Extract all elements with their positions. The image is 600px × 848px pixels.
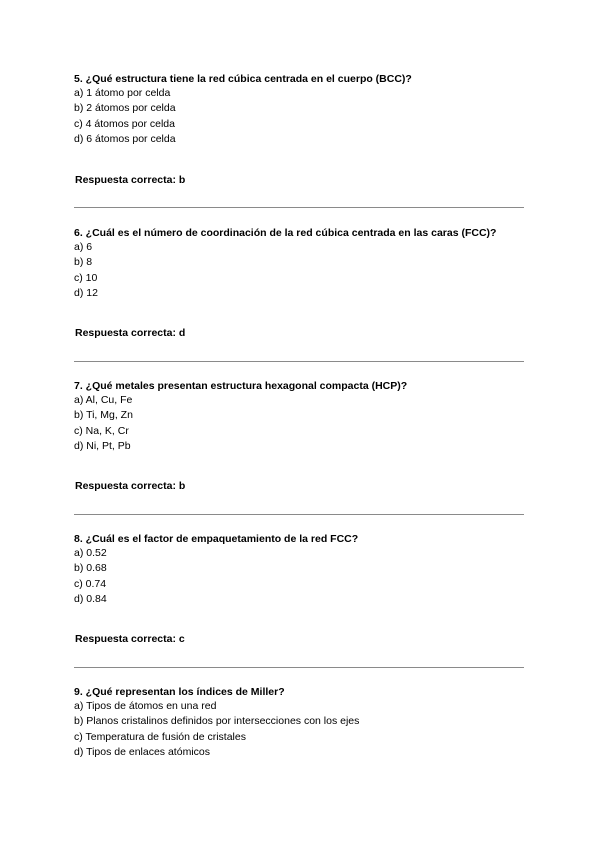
question-title: 9. ¿Qué representan los índices de Miller? — [74, 686, 285, 698]
question-title: 5. ¿Qué estructura tiene la red cúbica centrada en el cuerpo (BCC)? — [74, 73, 412, 85]
divider — [74, 667, 524, 668]
option-b: b) Planos cristalinos definidos por intersecciones con los ejes — [74, 715, 360, 728]
answer-7: Respuesta correcta: b — [75, 480, 186, 492]
option-d: d) 6 átomos por celda — [74, 133, 176, 146]
question-title: 6. ¿Cuál es el número de coordinación de la red cúbica centrada en las caras (FCC)? — [74, 227, 497, 239]
option-a: a) Tipos de átomos en una red — [74, 700, 217, 712]
divider — [74, 361, 524, 362]
option-c: c) 4 átomos por celda — [74, 117, 175, 130]
option-d: d) 12 — [74, 287, 98, 300]
option-a: a) Al, Cu, Fe — [74, 394, 133, 406]
divider — [74, 207, 524, 208]
option-c: c) 10 — [74, 271, 98, 284]
question-6 — [74, 226, 526, 302]
question-8 — [74, 532, 526, 608]
option-c: c) Na, K, Cr — [74, 424, 129, 437]
option-a: a) 6 — [74, 241, 93, 253]
option-c: c) Temperatura de fusión de cristales — [74, 730, 246, 743]
answer-8: Respuesta correcta: c — [75, 633, 185, 645]
option-d: d) Ni, Pt, Pb — [74, 440, 131, 453]
question-title: 7. ¿Qué metales presentan estructura hexagonal compacta (HCP)? — [74, 380, 408, 392]
option-a: a) 0.52 — [74, 547, 107, 559]
option-b: b) 2 átomos por celda — [74, 102, 176, 115]
option-b: b) 8 — [74, 256, 93, 269]
option-c: c) 0.74 — [74, 577, 107, 590]
option-b: b) 0.68 — [74, 562, 107, 575]
question-9 — [74, 685, 526, 761]
option-d: d) Tipos de enlaces atómicos — [74, 746, 210, 759]
question-5 — [74, 72, 526, 148]
answer-5: Respuesta correcta: b — [75, 174, 186, 186]
option-a: a) 1 átomo por celda — [74, 87, 171, 99]
question-title: 8. ¿Cuál es el factor de empaquetamiento de la red FCC? — [74, 533, 359, 545]
answer-6: Respuesta correcta: d — [75, 327, 186, 339]
option-d: d) 0.84 — [74, 593, 107, 606]
divider — [74, 514, 524, 515]
option-b: b) Ti, Mg, Zn — [74, 409, 133, 422]
question-7 — [74, 379, 526, 455]
